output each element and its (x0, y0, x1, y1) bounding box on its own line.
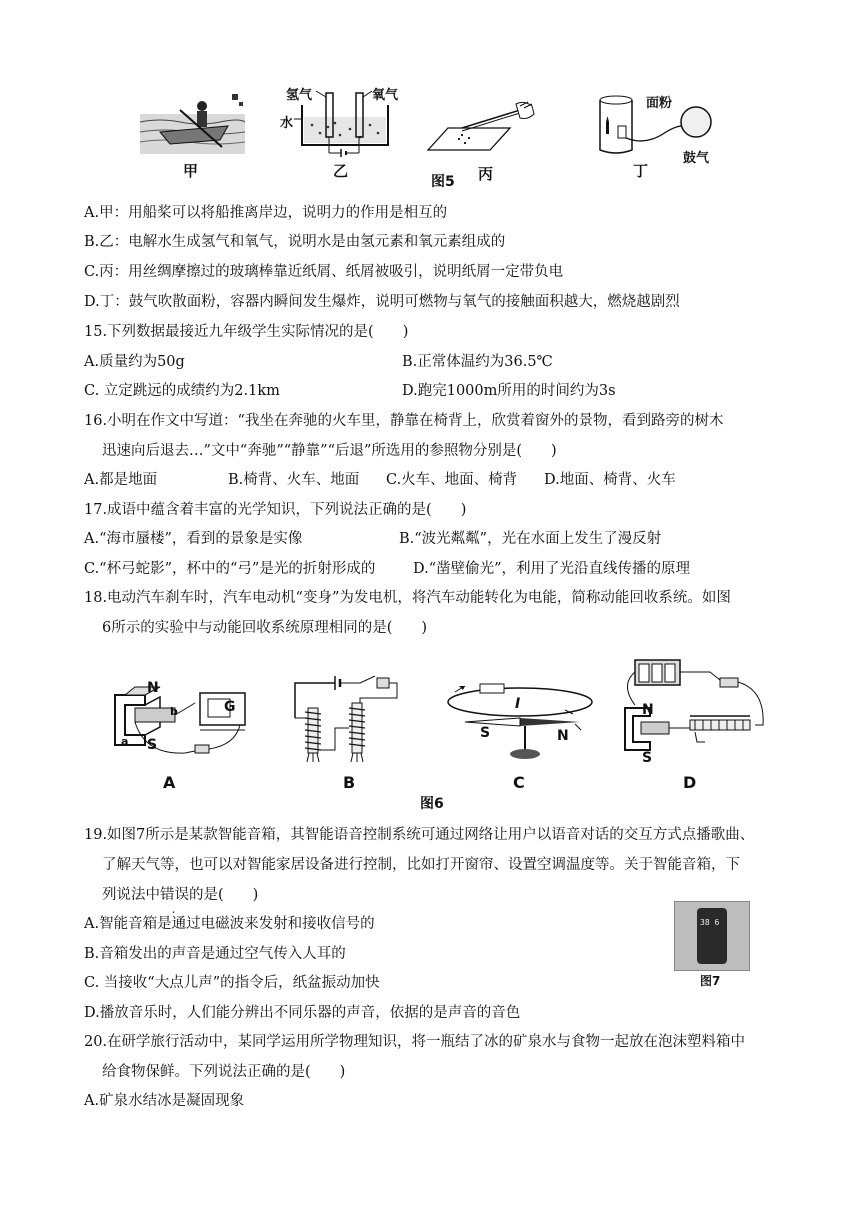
q15-option-a: A.质量约为50g (84, 354, 185, 370)
boat-illustration (140, 92, 245, 154)
fig6-d-north: N (642, 702, 654, 718)
q16-option-d: D.地面、椅背、火车 (544, 472, 676, 488)
q17-option-a: A.“海市蜃楼”，看到的景象是实像 (84, 531, 303, 547)
fig6-a-generator (105, 675, 275, 765)
fig5-label-ding: 丁 (633, 162, 649, 180)
q19-stem-line3 (102, 885, 258, 905)
fig6-caption: 图6 (420, 796, 444, 812)
fig5-blow-label: 鼓气 (683, 151, 710, 166)
q15-stem: 15.下列数据最接近九年级学生实际情况的是( ) (84, 324, 409, 340)
q20-stem-line1: 20.在研学旅行活动中，某同学运用所学物理知识，将一瓶结了冰的矿泉水与食物一起放在泡沫塑料箱中 (84, 1034, 746, 1050)
fig6-c-current: I (515, 696, 521, 712)
fig5-flour-label: 面粉 (646, 96, 673, 111)
fig6-a-south: S (147, 737, 158, 753)
q16-option-a: A.都是地面 (84, 472, 158, 488)
fig7-caption: 图7 (700, 974, 721, 988)
fig5-label-bing: 丙 (478, 165, 494, 183)
q19-stem-emphasis: 错误 (160, 887, 189, 903)
fig6-a-north: N (147, 680, 159, 696)
q16-option-c: C.火车、地面、椅背 (386, 472, 518, 488)
q15-option-d: D.跑完1000m所用的时间约为3s (402, 383, 616, 399)
q18-stem-line1: 18.电动汽车刹车时，汽车电动机“变身”为发电机，将汽车动能转化为电能，简称动能回收系统。如图 (84, 590, 731, 606)
q17-stem: 17.成语中蕴含着丰富的光学知识，下列说法正确的是( ) (84, 502, 467, 518)
fig6-d-south: S (642, 750, 653, 766)
q14-option-a: A.甲：用船桨可以将船推离岸边，说明力的作用是相互的 (84, 205, 448, 221)
fig6-label-a: A (163, 773, 176, 792)
fig5-label-jia: 甲 (183, 162, 199, 180)
q19-option-a: A.智能音箱是通过电磁波来发射和接收信号的 (84, 916, 375, 932)
fig6-b-electromagnet (285, 668, 405, 768)
q20-stem-line2: 给食物保鲜。下列说法正确的是( ) (102, 1064, 346, 1080)
q17-option-d: D.“凿壁偷光”，利用了光沿直线传播的原理 (413, 561, 691, 577)
fig6-c-oersted (445, 670, 595, 770)
q16-stem-line2: 迅速向后退去…”文中“奔驰”“静靠”“后退”所选用的参照物分别是( ) (102, 443, 557, 459)
q19-stem-line1: 19.如图7所示是某款智能音箱，其智能语音控制系统可通过网络让用户以语音对话的交互方式点播歌曲、 (84, 827, 755, 843)
figure-7 (674, 901, 750, 971)
fig6-d-motor (615, 650, 775, 770)
speaker-display: 38 6 (700, 918, 720, 927)
q18-stem-line2: 6所示的实验中与动能回收系统原理相同的是( ) (102, 620, 428, 636)
fig6-c-south: S (480, 725, 491, 741)
q17-option-c: C.“杯弓蛇影”，杯中的“弓”是光的折射形成的 (84, 561, 376, 577)
q19-stem-part3: 的是( ) (189, 887, 259, 903)
q19-option-c: C. 当接收“大点儿声”的指令后，纸盆振动加快 (84, 975, 380, 991)
fig6-a-galvanometer: G (224, 699, 236, 715)
q14-option-c: C.丙：用丝绸摩擦过的玻璃棒靠近纸屑、纸屑被吸引，说明纸屑一定带负电 (84, 264, 564, 280)
fig6-label-d: D (683, 773, 697, 792)
q19-option-d: D.播放音乐时，人们能分辨出不同乐器的声音，依据的是声音的音色 (84, 1005, 521, 1021)
fig5-caption: 图5 (431, 174, 455, 190)
q20-option-a: A.矿泉水结冰是凝固现象 (84, 1093, 245, 1109)
fig5-oxygen-label: 氧气 (372, 88, 399, 103)
smart-speaker (697, 908, 727, 964)
fig6-c-north: N (557, 728, 569, 744)
q19-option-b: B.音箱发出的声音是通过空气传入人耳的 (84, 946, 346, 962)
fig6-label-c: C (513, 773, 525, 792)
q17-option-b: B.“波光粼粼”，光在水面上发生了漫反射 (399, 531, 662, 547)
fig5-label-yi: 乙 (333, 162, 349, 180)
q19-stem-line2: 了解天气等，也可以对智能家居设备进行控制，比如打开窗帘、设置空调温度等。关于智能音箱，下 (102, 857, 740, 873)
fig5-hydrogen-label: 氢气 (286, 88, 313, 103)
glass-rod-paper (420, 98, 540, 163)
q16-stem-line1: 16.小明在作文中写道：“我坐在奔驰的火车里，静靠在椅背上，欣赏着窗外的景物，看到路旁的树木 (84, 413, 724, 429)
q16-option-b: B.椅背、火车、地面 (228, 472, 360, 488)
fig6-label-b: B (343, 773, 356, 792)
q14-option-b: B.乙：电解水生成氢气和氧气，说明水是由氢元素和氧元素组成的 (84, 234, 506, 250)
fig6-a-pole-a: a (121, 735, 129, 748)
fig6-a-pole-b: b (170, 705, 178, 718)
q15-option-c: C. 立定跳远的成绩约为2.1km (84, 383, 280, 399)
q15-option-b: B.正常体温约为36.5℃ (402, 354, 553, 370)
q14-option-d: D.丁：鼓气吹散面粉，容器内瞬间发生爆炸，说明可燃物与氧气的接触面积越大，燃烧越剧烈 (84, 294, 680, 310)
q19-stem-part1: 列说法中 (102, 887, 160, 903)
fig5-water-label: 水 (280, 116, 294, 131)
